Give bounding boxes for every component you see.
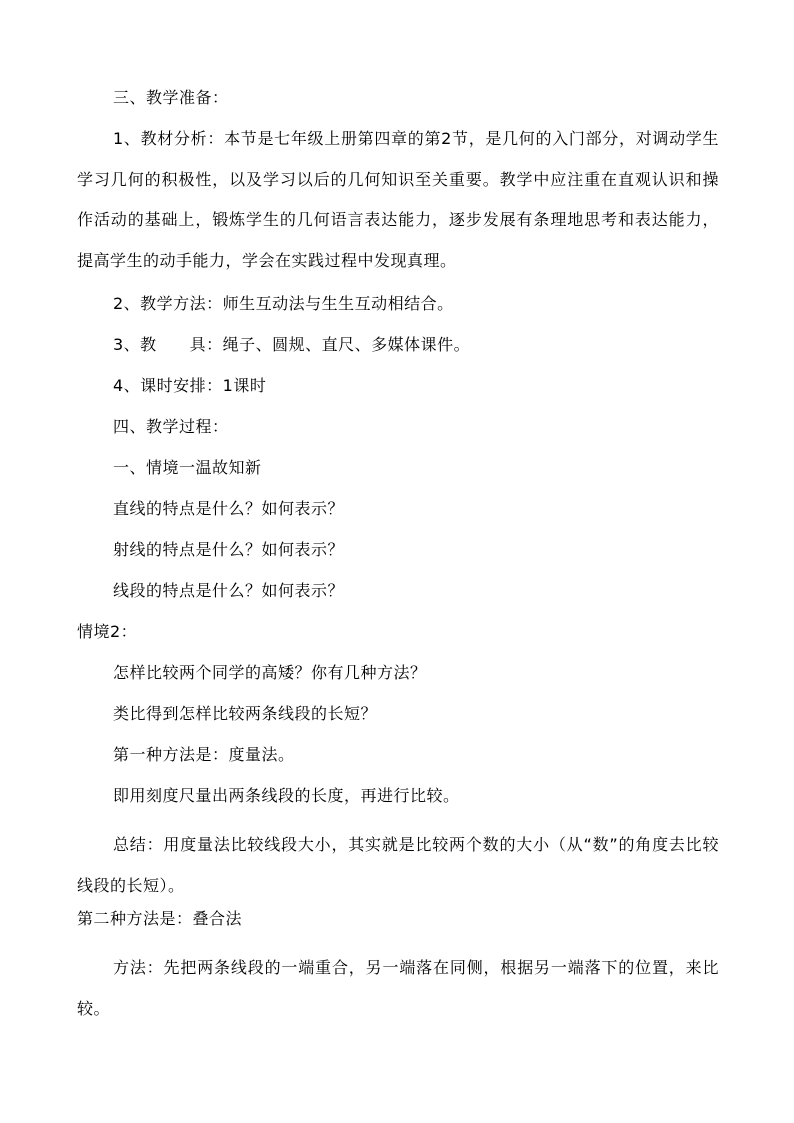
question-height: 怎样比较两个同学的高矮？你有几种方法？: [113, 663, 427, 682]
scenario-2-heading: 情境2：: [77, 622, 138, 641]
section-3-heading: 三、教学准备：: [113, 88, 229, 107]
section-4-heading: 四、教学过程：: [113, 417, 229, 436]
teaching-material-analysis: 1、教材分析：本节是七年级上册第四章的第2节，是几何的入门部分，对调动学生学习几何的积极性，以及学习以后的几何知识至关重要。教学中应注重在直观认识和操作活动的基础上，锻炼学生的几何语言表达能力，逐步发展有条理地思考和表达能力，提高学生的动手能力，学会在实践过程中发现真理。: [77, 129, 719, 270]
summary-paragraph: 总结：用度量法比较线段大小，其实就是比较两个数的大小（从“数”的角度去比较线段的长短）。: [77, 835, 719, 895]
method-1-description: 即用刻度尺量出两条线段的长度，再进行比较。: [113, 786, 460, 805]
method-1-title: 第一种方法是：度量法。: [113, 745, 295, 764]
question-line: 直线的特点是什么？如何表示？: [113, 499, 345, 518]
method-2-title: 第二种方法是：叠合法: [77, 909, 243, 928]
teaching-method: 2、教学方法：师生互动法与生生互动相结合。: [113, 294, 454, 313]
method-2-description: 方法：先把两条线段的一端重合，另一端落在同侧，根据另一端落下的位置，来比较。: [77, 958, 719, 1018]
scenario-1-heading: 一、情境一温故知新: [113, 458, 262, 477]
class-hours: 4、课时安排：1课时: [113, 376, 267, 395]
question-analogy: 类比得到怎样比较两条线段的长短？: [113, 704, 378, 723]
question-ray: 射线的特点是什么？如何表示？: [113, 540, 345, 559]
question-segment: 线段的特点是什么？如何表示？: [113, 581, 345, 600]
teaching-tools: 3、教 具：绳子、圆规、直尺、多媒体课件。: [113, 335, 471, 354]
